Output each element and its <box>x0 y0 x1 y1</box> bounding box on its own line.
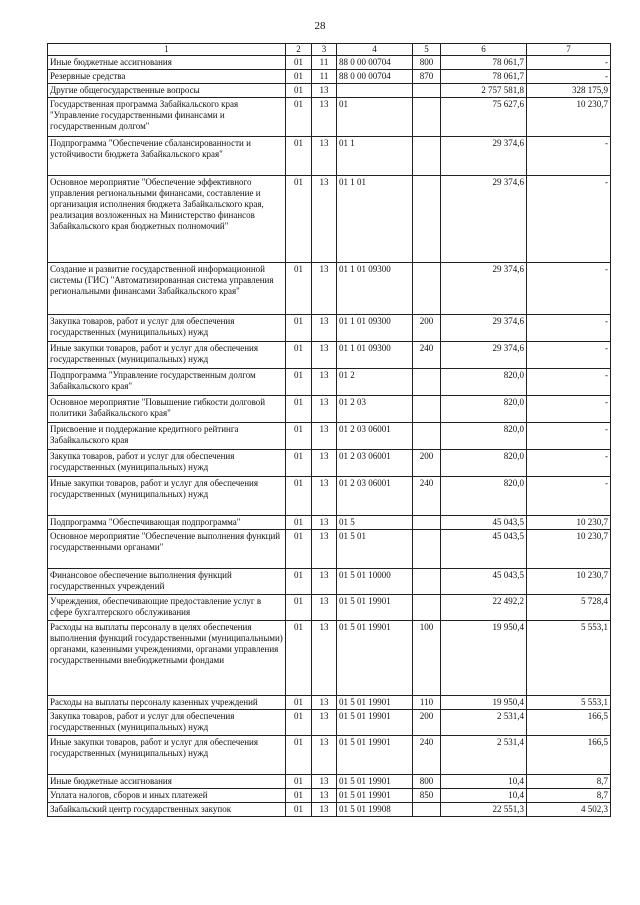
row-expense-type-cell <box>413 396 441 423</box>
table-row <box>48 516 611 530</box>
row-amount-cell: 78 061,7 <box>441 56 527 70</box>
row-amount-cell: 820,0 <box>441 450 527 477</box>
row-amount-2-cell: - <box>527 137 611 176</box>
row-section-cell: 01 <box>286 450 312 477</box>
row-expense-type-cell: 870 <box>413 70 441 84</box>
row-section-cell: 01 <box>286 803 312 817</box>
table-row <box>48 423 611 450</box>
header-cell-6: 6 <box>441 44 527 56</box>
row-expense-type-cell: 100 <box>413 621 441 696</box>
table-row <box>48 595 611 621</box>
row-section-cell: 01 <box>286 789 312 803</box>
row-section-cell: 01 <box>286 369 312 396</box>
row-subsection-cell: 13 <box>312 775 337 789</box>
row-subsection-cell: 13 <box>312 710 337 736</box>
row-target-article-cell: 01 1 01 09300 <box>337 263 413 315</box>
row-name-cell: Закупка товаров, работ и услуг для обеспечения государственных (муниципальных) нужд <box>48 315 286 342</box>
row-section-cell: 01 <box>286 56 312 70</box>
row-target-article-cell: 01 1 01 09300 <box>337 315 413 342</box>
row-name-cell: Иные бюджетные ассигнования <box>48 56 286 70</box>
row-subsection-cell: 13 <box>312 803 337 817</box>
row-amount-2-cell: - <box>527 56 611 70</box>
row-expense-type-cell: 200 <box>413 710 441 736</box>
header-row <box>48 44 611 56</box>
row-target-article-cell: 01 2 <box>337 369 413 396</box>
row-name-cell: Резервные средства <box>48 70 286 84</box>
row-amount-cell: 29 374,6 <box>441 137 527 176</box>
table-row <box>48 369 611 396</box>
row-target-article-cell: 01 5 01 19901 <box>337 736 413 775</box>
row-subsection-cell: 13 <box>312 263 337 315</box>
row-name-cell: Закупка товаров, работ и услуг для обеспечения государственных (муниципальных) нужд <box>48 450 286 477</box>
row-subsection-cell: 13 <box>312 569 337 595</box>
table-row <box>48 70 611 84</box>
row-amount-2-cell: - <box>527 176 611 263</box>
row-target-article-cell: 01 5 01 19901 <box>337 621 413 696</box>
row-expense-type-cell <box>413 595 441 621</box>
table-row <box>48 477 611 516</box>
header-cell-2: 2 <box>286 44 312 56</box>
row-section-cell: 01 <box>286 176 312 263</box>
table-row <box>48 450 611 477</box>
row-amount-2-cell: 10 230,7 <box>527 530 611 569</box>
table-row <box>48 84 611 98</box>
row-expense-type-cell: 200 <box>413 315 441 342</box>
row-expense-type-cell: 800 <box>413 775 441 789</box>
table-row <box>48 56 611 70</box>
table-row <box>48 775 611 789</box>
row-name-cell: Уплата налогов, сборов и иных платежей <box>48 789 286 803</box>
row-name-cell: Присвоение и поддержание кредитного рейтинга Забайкальского края <box>48 423 286 450</box>
row-amount-2-cell: 166,5 <box>527 710 611 736</box>
row-subsection-cell: 13 <box>312 98 337 137</box>
row-expense-type-cell <box>413 569 441 595</box>
table-row <box>48 98 611 137</box>
row-amount-2-cell: 166,5 <box>527 736 611 775</box>
row-expense-type-cell: 240 <box>413 736 441 775</box>
row-subsection-cell: 11 <box>312 56 337 70</box>
row-subsection-cell: 13 <box>312 423 337 450</box>
row-section-cell: 01 <box>286 595 312 621</box>
row-amount-2-cell: - <box>527 423 611 450</box>
header-cell-7: 7 <box>527 44 611 56</box>
row-amount-2-cell: 5 553,1 <box>527 621 611 696</box>
row-section-cell: 01 <box>286 315 312 342</box>
row-amount-cell: 22 492,2 <box>441 595 527 621</box>
row-section-cell: 01 <box>286 396 312 423</box>
row-name-cell: Основное мероприятие "Обеспечение эффективного управления региональными финансами, составление и организация исполнения бюджета Забайкальского края, реализация возложенных на Министерство финансов Забайкальского края бюджетных полномочий" <box>48 176 286 263</box>
table-row <box>48 530 611 569</box>
row-amount-2-cell: 10 230,7 <box>527 98 611 137</box>
row-amount-cell: 19 950,4 <box>441 621 527 696</box>
table-row <box>48 342 611 369</box>
row-amount-2-cell: 5 553,1 <box>527 696 611 710</box>
row-subsection-cell: 13 <box>312 530 337 569</box>
row-amount-2-cell: - <box>527 342 611 369</box>
row-section-cell: 01 <box>286 263 312 315</box>
table-row <box>48 696 611 710</box>
row-amount-cell: 820,0 <box>441 396 527 423</box>
row-section-cell: 01 <box>286 710 312 736</box>
row-amount-cell: 45 043,5 <box>441 530 527 569</box>
row-amount-cell: 45 043,5 <box>441 516 527 530</box>
row-target-article-cell: 01 <box>337 98 413 137</box>
row-section-cell: 01 <box>286 530 312 569</box>
row-name-cell: Иные закупки товаров, работ и услуг для обеспечения государственных (муниципальных) нужд <box>48 736 286 775</box>
page-number: 28 <box>314 20 326 32</box>
row-expense-type-cell <box>413 423 441 450</box>
row-target-article-cell: 01 2 03 06001 <box>337 450 413 477</box>
row-target-article-cell: 01 5 01 19901 <box>337 789 413 803</box>
row-section-cell: 01 <box>286 477 312 516</box>
row-subsection-cell: 13 <box>312 516 337 530</box>
row-subsection-cell: 13 <box>312 342 337 369</box>
row-subsection-cell: 13 <box>312 736 337 775</box>
row-amount-2-cell: - <box>527 396 611 423</box>
row-target-article-cell <box>337 84 413 98</box>
row-section-cell: 01 <box>286 84 312 98</box>
row-expense-type-cell: 240 <box>413 342 441 369</box>
table-row <box>48 789 611 803</box>
row-amount-cell: 29 374,6 <box>441 263 527 315</box>
budget-table <box>47 43 611 817</box>
row-target-article-cell: 01 1 01 <box>337 176 413 263</box>
row-expense-type-cell <box>413 137 441 176</box>
table-row <box>48 315 611 342</box>
row-name-cell: Подпрограмма "Обеспечивающая подпрограмма" <box>48 516 286 530</box>
header-cell-1: 1 <box>48 44 286 56</box>
table-row <box>48 710 611 736</box>
row-subsection-cell: 13 <box>312 621 337 696</box>
row-amount-cell: 29 374,6 <box>441 315 527 342</box>
row-amount-cell: 10,4 <box>441 775 527 789</box>
row-expense-type-cell: 850 <box>413 789 441 803</box>
table-row <box>48 263 611 315</box>
row-subsection-cell: 13 <box>312 450 337 477</box>
row-amount-2-cell: - <box>527 315 611 342</box>
row-section-cell: 01 <box>286 342 312 369</box>
row-name-cell: Иные закупки товаров, работ и услуг для обеспечения государственных (муниципальных) нужд <box>48 342 286 369</box>
row-section-cell: 01 <box>286 569 312 595</box>
row-amount-2-cell: 328 175,9 <box>527 84 611 98</box>
row-section-cell: 01 <box>286 423 312 450</box>
row-name-cell: Основное мероприятие "Обеспечение выполнения функций государственными органами" <box>48 530 286 569</box>
row-amount-cell: 19 950,4 <box>441 696 527 710</box>
row-expense-type-cell <box>413 84 441 98</box>
header-cell-5: 5 <box>413 44 441 56</box>
row-amount-cell: 820,0 <box>441 477 527 516</box>
row-amount-cell: 45 043,5 <box>441 569 527 595</box>
row-target-article-cell: 01 5 01 <box>337 530 413 569</box>
row-target-article-cell: 01 2 03 <box>337 396 413 423</box>
row-amount-2-cell: - <box>527 477 611 516</box>
row-amount-cell: 75 627,6 <box>441 98 527 137</box>
row-amount-2-cell: - <box>527 369 611 396</box>
row-target-article-cell: 01 1 <box>337 137 413 176</box>
row-expense-type-cell <box>413 176 441 263</box>
row-name-cell: Подпрограмма "Управление государственным долгом Забайкальского края" <box>48 369 286 396</box>
row-name-cell: Расходы на выплаты персоналу казенных учреждений <box>48 696 286 710</box>
row-amount-2-cell: 8,7 <box>527 775 611 789</box>
row-section-cell: 01 <box>286 621 312 696</box>
row-expense-type-cell: 800 <box>413 56 441 70</box>
row-amount-2-cell: 10 230,7 <box>527 569 611 595</box>
row-name-cell: Государственная программа Забайкальского края "Управление государственными финансами и государственным долгом" <box>48 98 286 137</box>
row-amount-cell: 820,0 <box>441 423 527 450</box>
row-subsection-cell: 13 <box>312 137 337 176</box>
row-subsection-cell: 13 <box>312 176 337 263</box>
row-target-article-cell: 01 5 01 19901 <box>337 595 413 621</box>
row-expense-type-cell <box>413 369 441 396</box>
row-name-cell: Расходы на выплаты персоналу в целях обеспечения выполнения функций государственными (муниципальными) органами, казенными учреждениями, органами управления государственными внебюджетными фондами <box>48 621 286 696</box>
row-amount-cell: 22 551,3 <box>441 803 527 817</box>
row-name-cell: Закупка товаров, работ и услуг для обеспечения государственных (муниципальных) нужд <box>48 710 286 736</box>
table-row <box>48 396 611 423</box>
row-target-article-cell: 01 5 01 10000 <box>337 569 413 595</box>
row-expense-type-cell <box>413 263 441 315</box>
row-subsection-cell: 13 <box>312 477 337 516</box>
row-name-cell: Учреждения, обеспечивающие предоставление услуг в сфере бухгалтерского обслуживания <box>48 595 286 621</box>
row-target-article-cell: 01 5 01 19901 <box>337 696 413 710</box>
row-subsection-cell: 13 <box>312 396 337 423</box>
row-expense-type-cell: 110 <box>413 696 441 710</box>
header-cell-4: 4 <box>337 44 413 56</box>
row-subsection-cell: 13 <box>312 595 337 621</box>
row-name-cell: Другие общегосударственные вопросы <box>48 84 286 98</box>
table-row <box>48 621 611 696</box>
row-subsection-cell: 13 <box>312 315 337 342</box>
row-subsection-cell: 13 <box>312 789 337 803</box>
header-cell-3: 3 <box>312 44 337 56</box>
row-amount-2-cell: 5 728,4 <box>527 595 611 621</box>
row-amount-2-cell: - <box>527 70 611 84</box>
row-expense-type-cell: 240 <box>413 477 441 516</box>
row-subsection-cell: 11 <box>312 70 337 84</box>
row-amount-2-cell: 8,7 <box>527 789 611 803</box>
row-subsection-cell: 13 <box>312 369 337 396</box>
row-name-cell: Забайкальский центр государственных закупок <box>48 803 286 817</box>
row-amount-cell: 2 757 581,8 <box>441 84 527 98</box>
row-name-cell: Финансовое обеспечение выполнения функций государственных учреждений <box>48 569 286 595</box>
row-amount-2-cell: - <box>527 263 611 315</box>
row-section-cell: 01 <box>286 516 312 530</box>
row-amount-2-cell: 4 502,3 <box>527 803 611 817</box>
row-amount-2-cell: 10 230,7 <box>527 516 611 530</box>
row-section-cell: 01 <box>286 137 312 176</box>
row-amount-cell: 78 061,7 <box>441 70 527 84</box>
row-section-cell: 01 <box>286 696 312 710</box>
row-target-article-cell: 01 5 01 19908 <box>337 803 413 817</box>
row-amount-cell: 2 531,4 <box>441 736 527 775</box>
row-target-article-cell: 01 1 01 09300 <box>337 342 413 369</box>
row-target-article-cell: 01 5 01 19901 <box>337 710 413 736</box>
row-name-cell: Подпрограмма "Обеспечение сбалансированности и устойчивости бюджета Забайкальского края" <box>48 137 286 176</box>
row-section-cell: 01 <box>286 775 312 789</box>
table-row <box>48 176 611 263</box>
table-row <box>48 137 611 176</box>
row-amount-cell: 10,4 <box>441 789 527 803</box>
row-amount-cell: 29 374,6 <box>441 342 527 369</box>
row-section-cell: 01 <box>286 98 312 137</box>
row-name-cell: Иные закупки товаров, работ и услуг для обеспечения государственных (муниципальных) нужд <box>48 477 286 516</box>
row-name-cell: Основное мероприятие "Повышение гибкости долговой политики Забайкальского края" <box>48 396 286 423</box>
row-section-cell: 01 <box>286 70 312 84</box>
row-target-article-cell: 88 0 00 00704 <box>337 56 413 70</box>
row-expense-type-cell <box>413 803 441 817</box>
row-target-article-cell: 01 5 <box>337 516 413 530</box>
row-target-article-cell: 01 2 03 06001 <box>337 423 413 450</box>
row-expense-type-cell <box>413 530 441 569</box>
row-amount-cell: 29 374,6 <box>441 176 527 263</box>
table-row <box>48 569 611 595</box>
table-row <box>48 803 611 817</box>
row-subsection-cell: 13 <box>312 696 337 710</box>
row-name-cell: Иные бюджетные ассигнования <box>48 775 286 789</box>
row-amount-cell: 820,0 <box>441 369 527 396</box>
row-name-cell: Создание и развитие государственной информационной системы (ГИС) "Автоматизированная система управления региональными финансами Забайкальского края" <box>48 263 286 315</box>
row-target-article-cell: 88 0 00 00704 <box>337 70 413 84</box>
row-amount-cell: 2 531,4 <box>441 710 527 736</box>
row-expense-type-cell <box>413 516 441 530</box>
row-amount-2-cell: - <box>527 450 611 477</box>
row-section-cell: 01 <box>286 736 312 775</box>
row-expense-type-cell: 200 <box>413 450 441 477</box>
table-row <box>48 736 611 775</box>
row-subsection-cell: 13 <box>312 84 337 98</box>
row-target-article-cell: 01 5 01 19901 <box>337 775 413 789</box>
row-expense-type-cell <box>413 98 441 137</box>
row-target-article-cell: 01 2 03 06001 <box>337 477 413 516</box>
